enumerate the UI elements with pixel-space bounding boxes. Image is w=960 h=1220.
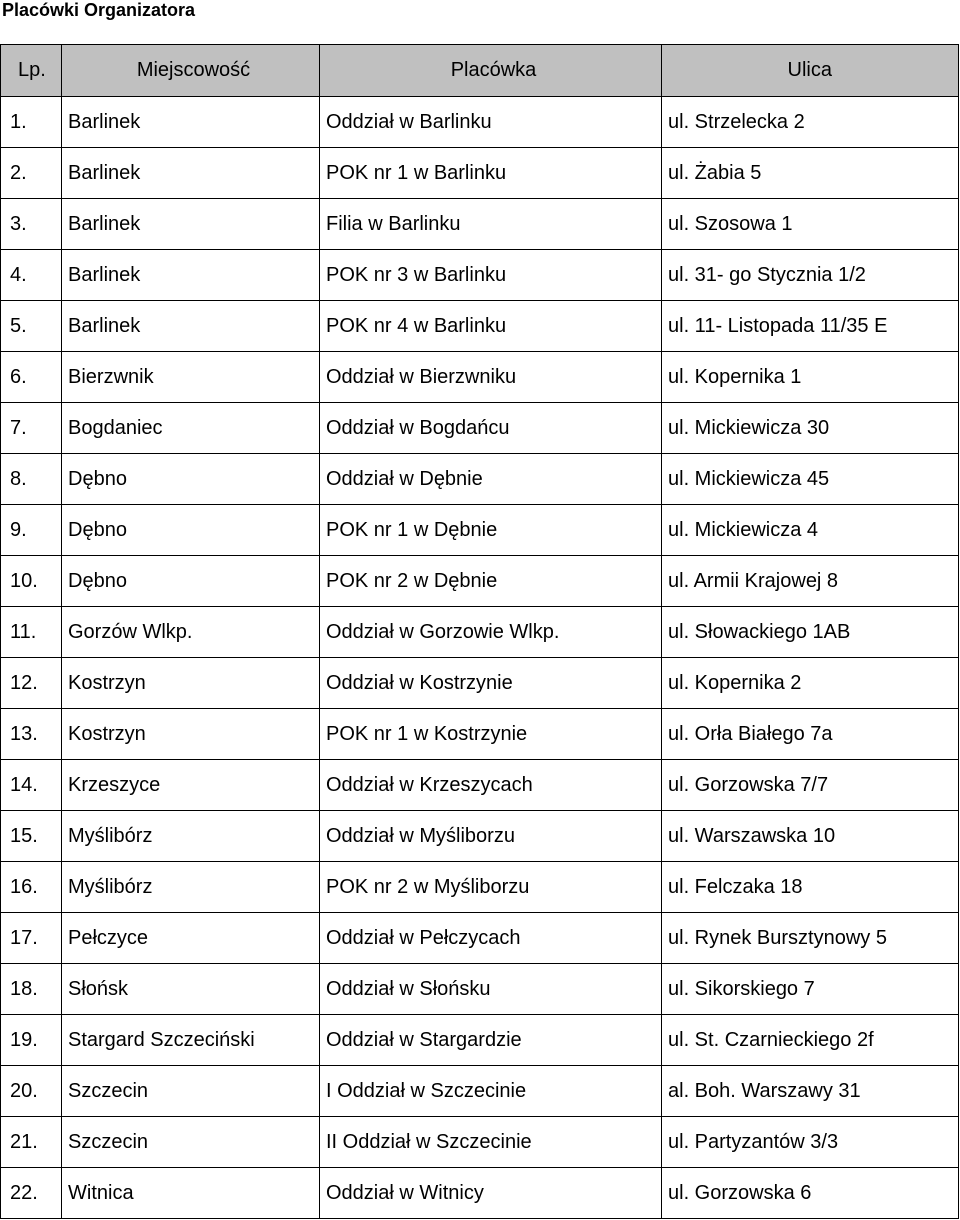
cell-miejscowosc: Bierzwnik (62, 352, 320, 403)
table-row (1, 250, 959, 301)
cell-miejscowosc: Pełczyce (62, 913, 320, 964)
cell-lp: 22. (1, 1168, 62, 1219)
cell-miejscowosc: Gorzów Wlkp. (62, 607, 320, 658)
cell-ulica: ul. Kopernika 2 (662, 658, 959, 709)
cell-lp: 1. (1, 97, 62, 148)
header-placowka: Placówka (320, 45, 662, 97)
cell-miejscowosc: Witnica (62, 1168, 320, 1219)
cell-lp: 2. (1, 148, 62, 199)
cell-placowka: Oddział w Dębnie (320, 454, 662, 505)
cell-lp: 12. (1, 658, 62, 709)
table-row (1, 97, 959, 148)
cell-placowka: POK nr 1 w Barlinku (320, 148, 662, 199)
cell-miejscowosc: Barlinek (62, 148, 320, 199)
cell-ulica: ul. Orła Białego 7a (662, 709, 959, 760)
cell-placowka: POK nr 1 w Kostrzynie (320, 709, 662, 760)
table-row (1, 148, 959, 199)
cell-ulica: ul. Felczaka 18 (662, 862, 959, 913)
cell-ulica: ul. Partyzantów 3/3 (662, 1117, 959, 1168)
table-row (1, 352, 959, 403)
table-row (1, 862, 959, 913)
cell-ulica: ul. Gorzowska 7/7 (662, 760, 959, 811)
table-body (1, 97, 959, 1219)
header-lp: Lp. (1, 45, 62, 97)
cell-ulica: ul. 11- Listopada 11/35 E (662, 301, 959, 352)
header-miejscowosc: Miejscowość (62, 45, 320, 97)
cell-lp: 16. (1, 862, 62, 913)
cell-lp: 10. (1, 556, 62, 607)
cell-ulica: ul. Gorzowska 6 (662, 1168, 959, 1219)
cell-placowka: Oddział w Myśliborzu (320, 811, 662, 862)
cell-placowka: POK nr 1 w Dębnie (320, 505, 662, 556)
cell-miejscowosc: Kostrzyn (62, 709, 320, 760)
cell-lp: 20. (1, 1066, 62, 1117)
cell-placowka: Oddział w Krzeszycach (320, 760, 662, 811)
cell-ulica: ul. Kopernika 1 (662, 352, 959, 403)
cell-miejscowosc: Myślibórz (62, 811, 320, 862)
cell-lp: 15. (1, 811, 62, 862)
header-ulica: Ulica (662, 45, 959, 97)
cell-miejscowosc: Myślibórz (62, 862, 320, 913)
cell-miejscowosc: Dębno (62, 556, 320, 607)
table-row (1, 454, 959, 505)
cell-ulica: ul. Żabia 5 (662, 148, 959, 199)
table-row (1, 760, 959, 811)
cell-placowka: Oddział w Słońsku (320, 964, 662, 1015)
cell-placowka: Oddział w Kostrzynie (320, 658, 662, 709)
cell-placowka: Oddział w Gorzowie Wlkp. (320, 607, 662, 658)
table-row (1, 811, 959, 862)
cell-miejscowosc: Bogdaniec (62, 403, 320, 454)
cell-miejscowosc: Barlinek (62, 199, 320, 250)
cell-ulica: ul. Szosowa 1 (662, 199, 959, 250)
cell-lp: 3. (1, 199, 62, 250)
cell-miejscowosc: Barlinek (62, 250, 320, 301)
cell-miejscowosc: Stargard Szczeciński (62, 1015, 320, 1066)
cell-placowka: Filia w Barlinku (320, 199, 662, 250)
cell-placowka: II Oddział w Szczecinie (320, 1117, 662, 1168)
cell-lp: 21. (1, 1117, 62, 1168)
cell-miejscowosc: Dębno (62, 505, 320, 556)
table-row (1, 1168, 959, 1219)
cell-ulica: ul. Mickiewicza 4 (662, 505, 959, 556)
cell-miejscowosc: Szczecin (62, 1066, 320, 1117)
cell-placowka: POK nr 2 w Dębnie (320, 556, 662, 607)
table-row (1, 505, 959, 556)
cell-placowka: Oddział w Barlinku (320, 97, 662, 148)
cell-ulica: ul. Mickiewicza 45 (662, 454, 959, 505)
cell-lp: 14. (1, 760, 62, 811)
page-title: Placówki Organizatora (2, 0, 196, 20)
cell-lp: 5. (1, 301, 62, 352)
cell-placowka: POK nr 4 w Barlinku (320, 301, 662, 352)
cell-lp: 11. (1, 607, 62, 658)
cell-placowka: I Oddział w Szczecinie (320, 1066, 662, 1117)
table-row (1, 607, 959, 658)
table-row (1, 1117, 959, 1168)
cell-placowka: POK nr 2 w Myśliborzu (320, 862, 662, 913)
cell-lp: 18. (1, 964, 62, 1015)
table-row (1, 964, 959, 1015)
cell-ulica: ul. Słowackiego 1AB (662, 607, 959, 658)
table-row (1, 913, 959, 964)
cell-miejscowosc: Barlinek (62, 97, 320, 148)
cell-ulica: al. Boh. Warszawy 31 (662, 1066, 959, 1117)
cell-miejscowosc: Kostrzyn (62, 658, 320, 709)
cell-miejscowosc: Barlinek (62, 301, 320, 352)
cell-placowka: Oddział w Bierzwniku (320, 352, 662, 403)
cell-ulica: ul. Armii Krajowej 8 (662, 556, 959, 607)
table-row (1, 658, 959, 709)
cell-ulica: ul. Strzelecka 2 (662, 97, 959, 148)
cell-placowka: Oddział w Witnicy (320, 1168, 662, 1219)
cell-lp: 7. (1, 403, 62, 454)
cell-miejscowosc: Słońsk (62, 964, 320, 1015)
cell-lp: 13. (1, 709, 62, 760)
cell-miejscowosc: Krzeszyce (62, 760, 320, 811)
table-row (1, 709, 959, 760)
cell-placowka: Oddział w Bogdańcu (320, 403, 662, 454)
cell-miejscowosc: Szczecin (62, 1117, 320, 1168)
cell-ulica: ul. Rynek Bursztynowy 5 (662, 913, 959, 964)
cell-ulica: ul. 31- go Stycznia 1/2 (662, 250, 959, 301)
branches-table (0, 44, 959, 1219)
table-row (1, 301, 959, 352)
cell-lp: 4. (1, 250, 62, 301)
cell-lp: 9. (1, 505, 62, 556)
cell-lp: 19. (1, 1015, 62, 1066)
table-row (1, 199, 959, 250)
cell-lp: 6. (1, 352, 62, 403)
table-header-row (1, 45, 959, 97)
cell-ulica: ul. Sikorskiego 7 (662, 964, 959, 1015)
cell-ulica: ul. Warszawska 10 (662, 811, 959, 862)
table-row (1, 1015, 959, 1066)
cell-ulica: ul. St. Czarnieckiego 2f (662, 1015, 959, 1066)
cell-lp: 8. (1, 454, 62, 505)
table-row (1, 556, 959, 607)
cell-miejscowosc: Dębno (62, 454, 320, 505)
table-row (1, 403, 959, 454)
cell-placowka: POK nr 3 w Barlinku (320, 250, 662, 301)
cell-lp: 17. (1, 913, 62, 964)
cell-ulica: ul. Mickiewicza 30 (662, 403, 959, 454)
table-row (1, 1066, 959, 1117)
cell-placowka: Oddział w Pełczycach (320, 913, 662, 964)
cell-placowka: Oddział w Stargardzie (320, 1015, 662, 1066)
